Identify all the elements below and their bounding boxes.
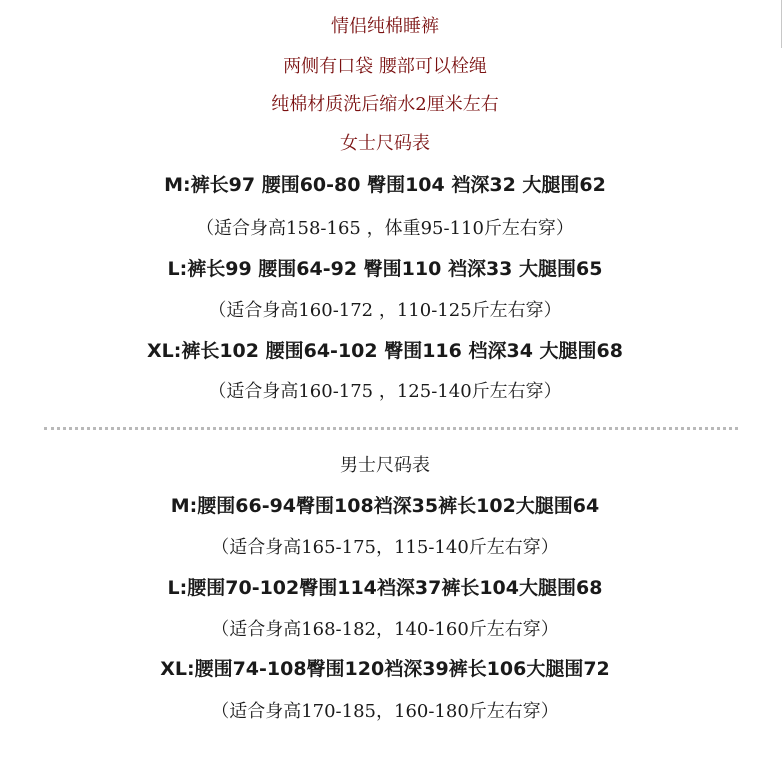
section-divider (44, 427, 738, 430)
men-fit-l: （适合身高168-182，140-160斤左右穿） (211, 619, 559, 640)
women-size-m: M:裤长97 腰围60-80 臀围104 裆深32 大腿围62 (164, 174, 606, 196)
women-fit-xl: （适合身高160-175 ，125-140斤左右穿） (208, 381, 562, 402)
feature-pockets: 两侧有口袋 腰部可以栓绳 (283, 56, 487, 77)
men-fit-xl: （适合身高170-185，160-180斤左右穿） (211, 701, 559, 722)
men-size-l: L:腰围70-102臀围114裆深37裤长104大腿围68 (167, 577, 603, 599)
men-size-heading: 男士尺码表 (340, 455, 430, 476)
women-fit-m: （适合身高158-165 ，体重95-110斤左右穿） (196, 218, 574, 239)
product-title: 情侣纯棉睡裤 (331, 16, 439, 37)
women-fit-l: （适合身高160-172 ，110-125斤左右穿） (208, 300, 562, 321)
women-size-l: L:裤长99 腰围64-92 臀围110 裆深33 大腿围65 (167, 258, 603, 280)
men-size-xl: XL:腰围74-108臀围120裆深39裤长106大腿围72 (160, 658, 610, 680)
women-size-heading: 女士尺码表 (340, 133, 430, 154)
men-fit-m: （适合身高165-175，115-140斤左右穿） (211, 537, 559, 558)
women-size-xl: XL:裤长102 腰围64-102 臀围116 档深34 大腿围68 (146, 340, 623, 362)
men-size-m: M:腰围66-94臀围108裆深35裤长102大腿围64 (170, 495, 600, 517)
feature-shrinkage: 纯棉材质洗后缩水2厘米左右 (271, 94, 499, 115)
